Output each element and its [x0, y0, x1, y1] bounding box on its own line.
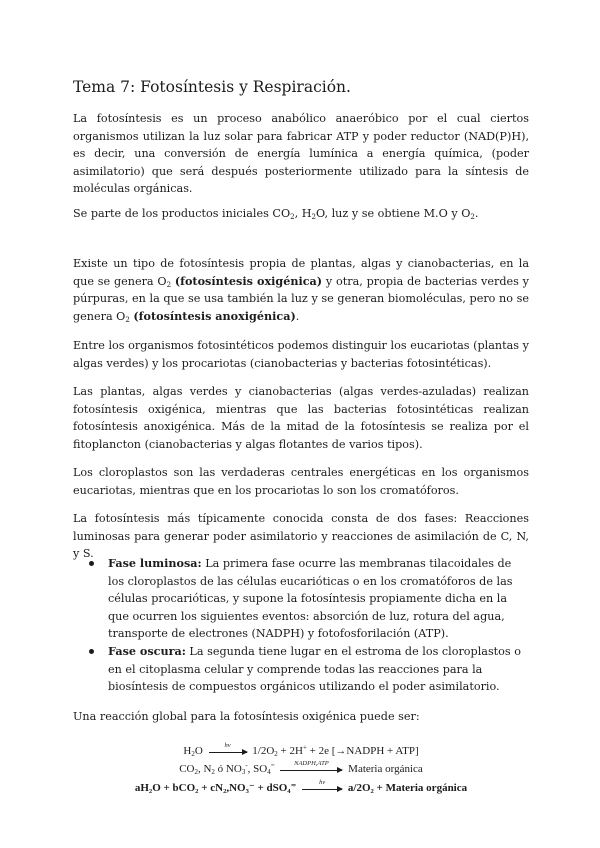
- equation-global: aH₂O + bCO₂ + cN₂,NO₃⁻ + dSO₄⁼ hν a/2O₂ + Materia orgánica: [134, 778, 468, 794]
- equation-assimilation: $CO_2$, $N_2$ ó $NO_3^-$, $SO_4^=$ NADPH,ATP Materia orgánica: [179, 759, 423, 776]
- paragraph-types: Existe un tipo de fotosíntesis propia de plantas, algas y cianobacterias, en la que se genera $O_2$ (fotosíntesis oxigénica) y otra, propia de bacterias verdes y púrpuras, en la que se usa también la luz y se generan biomoléculas, pero no se genera $O_2$ (fotosíntesis anoxigénica).: [73, 257, 530, 324]
- equation-light: $H_2O$ hν $1/2O_2 + 2H^+ + 2e$ [→NADPH + ATP]: [183, 741, 419, 758]
- reaction-arrow-icon: NADPH,ATP: [280, 769, 342, 770]
- bullet-icon: [89, 561, 94, 566]
- page-title: Tema 7: Fotosíntesis y Respiración.: [73, 78, 351, 96]
- paragraph-intro: La fotosíntesis es un proceso anabólico anaeróbico por el cual ciertos organismos utilizan la luz solar para fabricar ATP y poder reductor (NAD(P)H), es decir, una conversión de energía lumínica a energía química, (poder asimilatorio) que será después posteriormente utilizado para la síntesis de moléculas orgánicas.: [73, 112, 529, 196]
- paragraph-organisms: Entre los organismos fotosintéticos podemos distinguir los eucariotas (plantas y algas verdes) y los procariotas (cianobacterias y bacterias fotosintéticas).: [73, 339, 529, 370]
- paragraph-plants: Las plantas, algas verdes y cianobacterias (algas verdes-azuladas) realizan fotosíntesis oxigénica, mientras que las bacterias fotosintéticas realizan fotosíntesis anoxigénica. Más de la mitad de la fotosíntesis se realiza por el fitoplancton (cianobacterias y algas flotantes de varios tipos).: [73, 385, 529, 451]
- bullet-icon: [89, 649, 94, 654]
- paragraph-phases: La fotosíntesis más típicamente conocida consta de dos fases: Reacciones luminosas para generar poder asimilatorio y reacciones de asimilación de C, N, y S.: [73, 512, 529, 561]
- reaction-arrow-icon: hν: [302, 788, 342, 789]
- list-item-fase-luminosa: Fase luminosa: La primera fase ocurre las membranas tilacoidales de los cloroplastos de las células eucarióticas o en los cromatóforos de las células procarióticas, y supone la fotosíntesis propiamente dicha en la que ocurren los siguientes eventos: absorción de luz, rotura del agua, transporte de electrones (NADPH) y fotofosforilación (ATP).: [73, 555, 529, 643]
- term-oxigenica: (fotosíntesis oxigénica): [174, 273, 323, 288]
- paragraph-products: Se parte de los productos iniciales $CO_2$, $H_2O$, luz y se obtiene M.O y $O_2$.: [73, 207, 479, 221]
- paragraph-chloroplasts: Los cloroplastos son las verdaderas centrales energéticas en los organismos eucariotas, mientras que en los procariotas lo son los cromatóforos.: [73, 466, 529, 497]
- list-item-fase-oscura: Fase oscura: La segunda tiene lugar en el estroma de los cloroplastos o en el citoplasma celular y comprende todas las reacciones para la biosíntesis de compuestos orgánicos utilizando el poder asimilatorio.: [73, 643, 529, 696]
- paragraph-reaction-intro: Una reacción global para la fotosíntesis oxigénica puede ser:: [73, 710, 420, 723]
- phase-list: [73, 555, 529, 696]
- term-anoxigenica: (fotosíntesis anoxigénica): [133, 308, 296, 323]
- reaction-arrow-icon: hν: [209, 751, 247, 752]
